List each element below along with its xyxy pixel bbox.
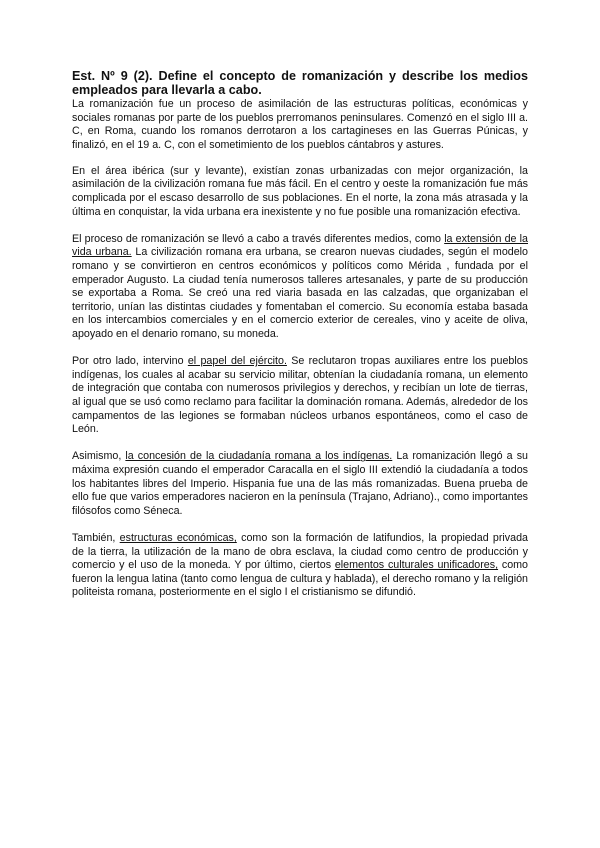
paragraph-text: La romanización llegó a su máxima expresión cuando el emperador Caracalla en el siglo III extendió la ciudadanía a todos los habitantes libres del Imperio. Hispania fue una de las más romanizadas. Buena prueba de ello fue que varios emperadores nacieron en la península (Trajano, Adriano)., como importantes filósofos como Séneca. bbox=[72, 450, 528, 517]
paragraph-text: Asimismo, bbox=[72, 450, 126, 463]
paragraph-text: También, bbox=[72, 531, 120, 544]
document-page bbox=[72, 70, 528, 613]
underlined-term: la concesión de la ciudadanía romana a los indígenas. bbox=[125, 450, 393, 463]
document-title: Est. Nº 9 (2). Define el concepto de romanización y describe los medios empleados para llevarla a cabo. bbox=[72, 69, 528, 97]
underlined-term: el papel del ejército. bbox=[187, 355, 287, 368]
body-paragraph bbox=[72, 233, 528, 342]
paragraph-text: Por otro lado, intervino bbox=[72, 355, 188, 368]
body-paragraph bbox=[72, 98, 528, 152]
paragraph-text: En el área ibérica (sur y levante), existían zonas urbanizadas con mejor organización, la asimilación de la civilización romana fue más fácil. En el centro y oeste la romanización fue más complicada por el escaso desarrollo de sus poblaciones. En el norte, la zona más atrasada y la última en conquistar, la vida urbana era inexistente y no fue posible una romanización efectiva. bbox=[72, 164, 528, 218]
underlined-term: la extensión de la vida urbana. bbox=[72, 232, 528, 259]
paragraph-text: como fueron la lengua latina (tanto como lengua de cultura y hablada), el derecho romano y la religión politeista romana, posteriormente en el siglo I el cristianismo se difundió. bbox=[72, 559, 528, 599]
document-body bbox=[72, 98, 528, 600]
paragraph-text: El proceso de romanización se llevó a cabo a través diferentes medios, como bbox=[72, 232, 445, 245]
paragraph-text: Se reclutaron tropas auxiliares entre los pueblos indígenas, los cuales al acabar su servicio militar, obtenían la ciudadanía romana, un elemento de integración que contaba con numerosos privilegios y derechos, y recibían un lote de tierras, al igual que se usó como reclamo para facilitar la dominación romana. Además, alrededor de los campamentos de las legiones se formaban núcleos urbanos espontáneos, como el caso de León. bbox=[72, 355, 528, 436]
paragraph-text: La civilización romana era urbana, se crearon nuevas ciudades, según el modelo romano y se convirtieron en centros económicos y políticos como Mérida , fundada por el emperador Augusto. La ciudad tenía numerosos talleres artesanales, y parte de su producción se exportaba a Roma. Se creó una red viaria basada en las calzadas, que organizaban el territorio, unían las distintas ciudades y fomentaban el comercio. Su economía estaba basada en los intercambios comerciales y en el comercio exterior de cereales, vino y aceite de oliva, apoyado en el denario romano, su moneda. bbox=[72, 246, 528, 340]
body-paragraph bbox=[72, 355, 528, 437]
body-paragraph bbox=[72, 450, 528, 518]
body-paragraph bbox=[72, 532, 528, 600]
underlined-term: estructuras económicas, bbox=[119, 531, 237, 544]
body-paragraph bbox=[72, 165, 528, 219]
paragraph-text: como son la formación de latifundios, la propiedad privada de la tierra, la utilización de la mano de obra esclava, la ciudad como centro de producción y comercio y el uso de la moneda. Y por último, ciertos bbox=[72, 531, 528, 572]
underlined-term: elementos culturales unificadores, bbox=[334, 559, 499, 572]
paragraph-text: La romanización fue un proceso de asimilación de las estructuras políticas, económicas y sociales romanas por parte de los pueblos prerromanos peninsulares. Comenzó en el siglo III a. C, en Roma, cuando los romanos derrotaron a los cartagineses en las Guerras Púnicas, y finalizó, en el 19 a. C, con el sometimiento de los pueblos cántabros y astures. bbox=[72, 98, 528, 151]
